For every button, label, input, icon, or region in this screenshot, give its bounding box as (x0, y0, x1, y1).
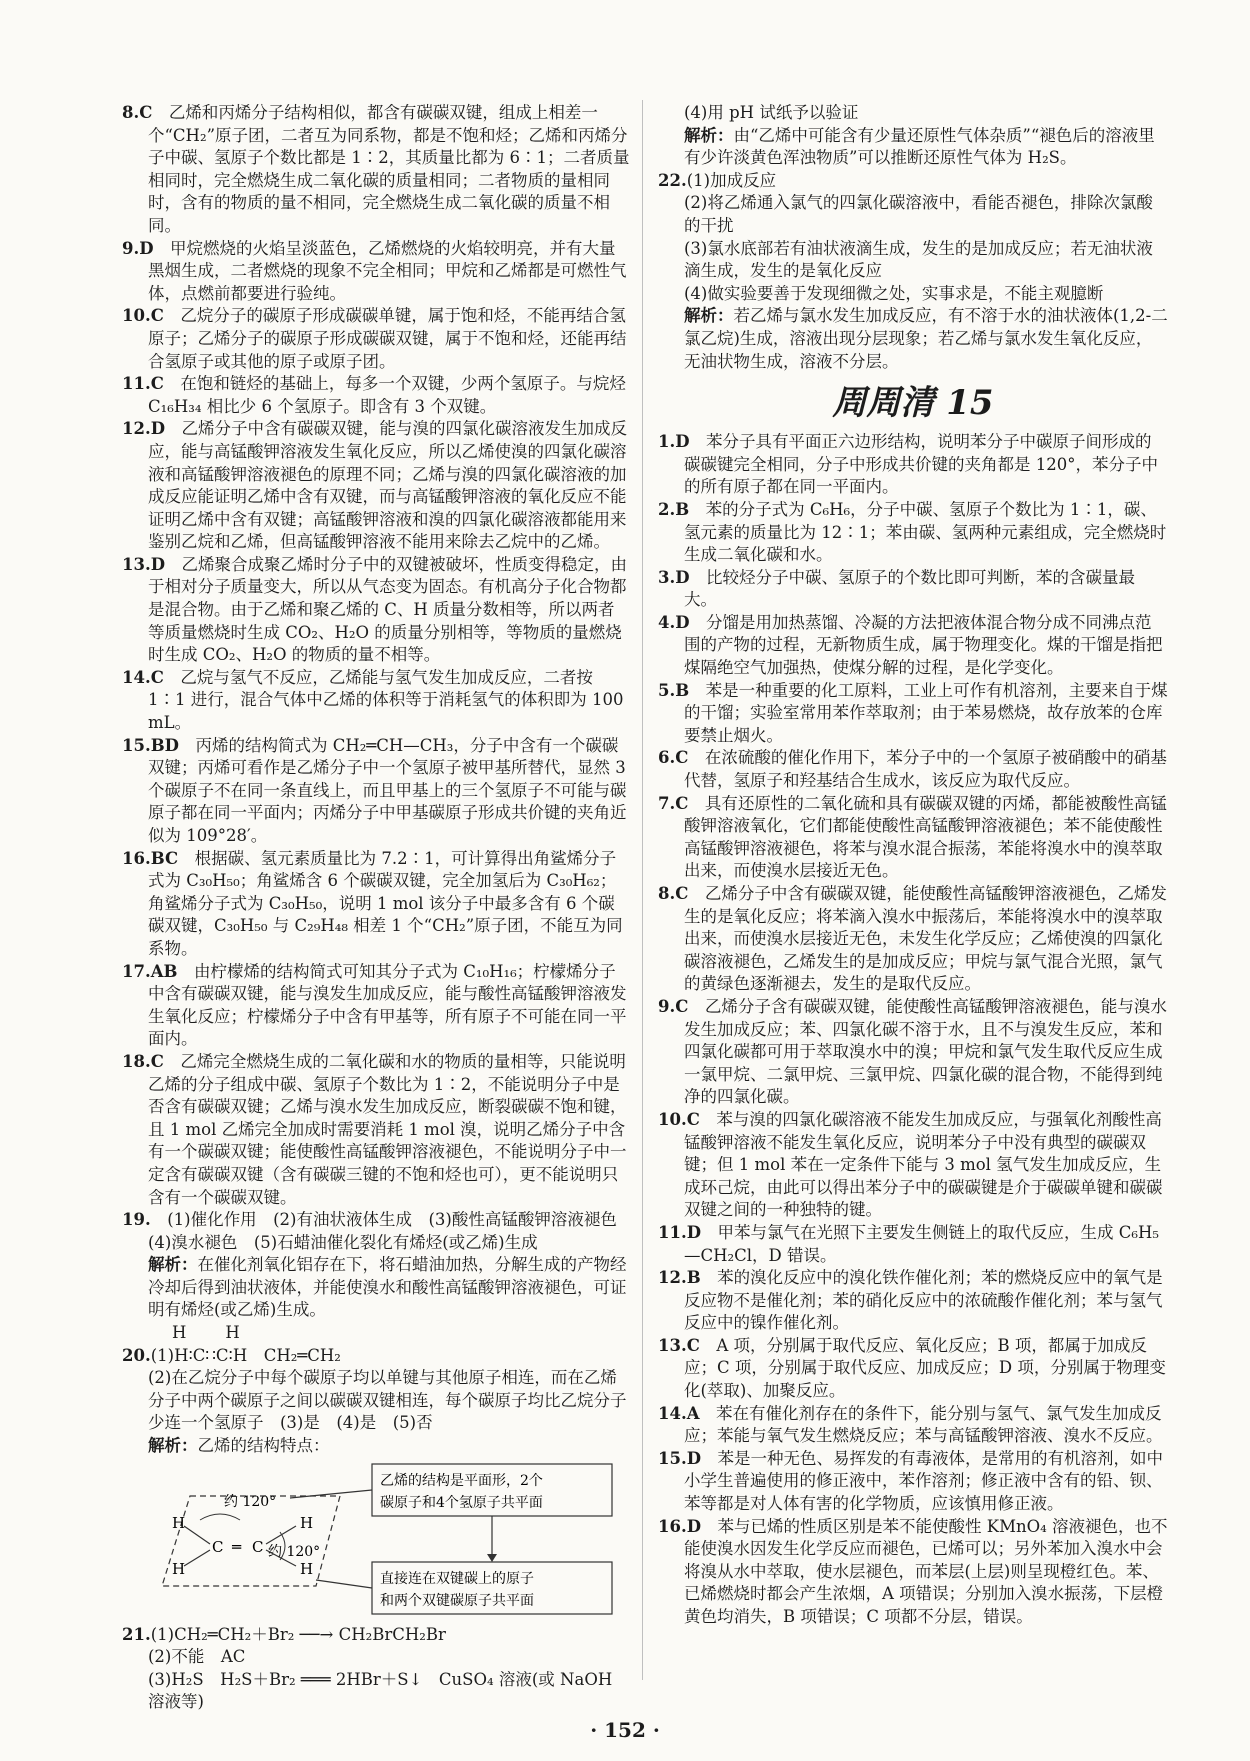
answer-item (122, 961, 630, 1051)
pointer-line (290, 1490, 372, 1498)
answer-text: 在浓硫酸的催化作用下，苯分子中的一个氢原子被硝酸中的硝基代替，氢原子和羟基结合生成水，该反应为取代反应。 (684, 748, 1167, 791)
analysis-label: 解析： (684, 306, 734, 326)
note-box-1-line1: 乙烯的结构是平面形，2个 (380, 1472, 543, 1489)
right-column (658, 102, 1168, 1629)
atom-c-2: C (252, 1537, 264, 1556)
answer-number: 15.BD (122, 735, 179, 755)
analysis-label: 解析： (148, 1436, 198, 1456)
answer-number: 19. (122, 1210, 151, 1230)
right-answer-list (658, 431, 1168, 1628)
answer-number: 11.C (122, 374, 164, 394)
answer-text: 苯与已烯的性质区别是苯不能使酸性 KMnO₄ 溶液褪色，也不能使溴水因发生化学反应而褪色，已烯可以；另外苯加入溴水中会将溴从水中萃取，使水层褪色，而苯层(上层)则呈现橙红色。苯、已烯燃烧时都会产生浓烟，A 项错误；分别加入溴水振荡，下层橙黄色均消失，B 项错误；C 项都不分层，错误。 (684, 1516, 1168, 1626)
left-column (122, 102, 634, 1714)
answer-item (122, 848, 630, 961)
arrow-head (487, 1554, 497, 1562)
answer-item (122, 373, 630, 418)
answer-item (658, 747, 1168, 792)
answer-number: 8.C (658, 884, 689, 903)
answer-text: A 项，分别属于取代反应、氧化反应；B 项，都属于加成反应；C 项，分别属于取代反应、加成反应；D 项，分别属于物理变化(萃取)、加聚反应。 (684, 1335, 1166, 1401)
answer-item (122, 238, 630, 306)
answer-text: 苯在有催化剂存在的条件下，能分别与氢气、氯气发生加成反应；苯能与氧气发生燃烧反应；苯与高锰酸钾溶液、溴水不反应。 (684, 1403, 1163, 1446)
answer-number: 9.C (658, 996, 689, 1016)
q19-analysis (122, 1254, 630, 1322)
answer-number: 15.D (658, 1448, 702, 1468)
angle-arc-top (200, 1514, 240, 1520)
answer-item (658, 793, 1168, 883)
note-box-2-line1: 直接连在双键碳上的原子 (380, 1570, 534, 1587)
answer-number: 10.C (122, 306, 164, 326)
answer-number: 21. (122, 1624, 151, 1644)
answer-item (658, 612, 1168, 680)
answer-item (658, 996, 1168, 1109)
answer-text: 苯与溴的四氯化碳溶液不能发生加成反应，与强氧化剂酸性高锰酸钾溶液不能发生氧化反应，说明苯分子中没有典型的碳碳双键；但 1 mol 苯在一定条件下能与 3 mol 氢气发生加成反应，生成环己烷，由此可以得出苯分子中的碳碳键是介于碳碳单键和碳碳双键之间的一种独特的键。 (684, 1109, 1163, 1220)
angle-label-right: 约 120° (268, 1543, 321, 1560)
q22-analysis (658, 305, 1168, 373)
answer-item (658, 1516, 1168, 1629)
q21-analysis (658, 125, 1168, 170)
answer-number: 20. (122, 1345, 151, 1365)
answer-item (658, 431, 1168, 499)
q21-line4: (4)用 pH 试纸予以验证 (684, 103, 859, 122)
answer-text: 乙烯分子中含有碳碳双键，能与溴的四氯化碳溶液发生加成反应，能与高锰酸钾溶液发生氧化反应，所以乙烯使溴的四氯化碳溶液和高锰酸钾溶液褪色的原理不同；乙烯与溴的四氯化碳溶液的加成反应能证明乙烯中含有双键，而与高锰酸钾溶液的氧化反应不能证明乙烯中含有双键；高锰酸钾溶液和溴的四氯化碳溶液都能用来鉴别乙烷和乙烯，但高锰酸钾溶液不能用来除去乙烷中的乙烯。 (148, 419, 628, 552)
answer-item (658, 1222, 1168, 1267)
ethylene-structure-diagram (140, 1462, 620, 1620)
atom-h-3: H (300, 1513, 314, 1532)
answer-number: 13.D (122, 554, 166, 574)
analysis-text: 若乙烯与氯水发生加成反应，有不溶于水的油状液体(1,2-二氯乙烷)生成，溶液出现分层现象；若乙烯与氯水发生氧化反应，无油状物生成，溶液不分层。 (684, 306, 1168, 371)
answer-number: 7.C (658, 793, 689, 813)
answer-item (658, 680, 1168, 748)
answer-number: 9.D (122, 238, 154, 258)
q20-analysis (122, 1435, 630, 1458)
answer-item (122, 1209, 634, 1254)
analysis-label: 解析： (148, 1255, 198, 1275)
answer-text: 甲烷燃烧的火焰呈淡蓝色，乙烯燃烧的火焰较明亮，并有大量黑烟生成，二者燃烧的现象不完全相同；甲烷和乙烯都是可燃性气体，点燃前都要进行验纯。 (148, 238, 627, 303)
atom-c-1: C (212, 1537, 224, 1556)
bond-line (184, 1526, 210, 1544)
answer-number: 6.C (658, 748, 689, 768)
answer-number: 16.BC (122, 848, 179, 868)
answer-item (658, 567, 1168, 612)
q21-line2: (2)不能 AC (148, 1647, 246, 1667)
answer-number: 12.B (658, 1268, 701, 1288)
pointer-line (316, 1580, 372, 1588)
answer-text: (1)催化作用 (2)有油状液体生成 (3)酸性高锰酸钾溶液褪色 (4)溴水褪色 (5)石蜡油催化裂化有烯烃(或乙烯)生成 (148, 1210, 634, 1252)
answer-number: 12.D (122, 419, 166, 439)
answer-text: (1)H∶C∷C∶H CH₂═CH₂ (150, 1345, 341, 1365)
q21-answer (122, 1624, 630, 1647)
answer-item (658, 1335, 1168, 1403)
answer-item (658, 1267, 1168, 1335)
answer-text: 乙烷与氢气不反应，乙烯能与氢气发生加成反应，二者按 1∶1 进行，混合气体中乙烯的体积等于消耗氢气的体积即为 100 mL。 (148, 667, 624, 733)
analysis-text: 在催化剂氧化铝存在下，将石蜡油加热，分解生成的产物经冷却后得到油状液体，并能使溴水和酸性高锰酸钾溶液褪色，可证明有烯烃(或乙烯)生成。 (148, 1255, 627, 1320)
bond-line (184, 1550, 210, 1566)
answer-number: 1.D (658, 432, 690, 452)
answer-text: 乙烯和丙烯分子结构相似，都含有碳碳双键，组成上相差一个“CH₂”原子团，二者互为同系物，都是不饱和烃；乙烯和丙烯分子中碳、氢原子个数比都是 1∶2，其质量比都为 6∶1；二者质量相同时，完全燃烧生成二氧化碳的质量相同；二者物质的量相同时，含有的物质的量不相同，完全燃烧生成二氧化碳的质量不相同。 (148, 103, 630, 235)
q22-line4: (4)做实验要善于发现细微之处，实事求是，不能主观臆断 (684, 283, 1104, 303)
answer-text: 乙烯聚合成聚乙烯时分子中的双键被破坏，性质变得稳定，由于相对分子质量变大，所以从气态变为固态。有机高分子化合物都是混合物。由于乙烯和聚乙烯的 C、H 质量分数相等，所以两者等质量燃烧时生成 CO₂、H₂O 的质量分别相等，等物质的量燃烧时生成 CO₂、H₂O 的物质的量不相等。 (148, 554, 628, 665)
note-box-2-line2: 和两个双键碳原子共平面 (380, 1592, 534, 1609)
analysis-text: 由“乙烯中可能含有少量还原性气体杂质”“褪色后的溶液里有少许淡黄色浑浊物质”可以推断还原性气体为 H₂S。 (684, 125, 1155, 168)
answer-text: 乙烯分子中含有碳碳双键，能使酸性高锰酸钾溶液褪色，乙烯发生的是氧化反应；将苯滴入溴水中振荡后，苯能将溴水中的溴萃取出来，而使溴水层接近无色，未发生化学反应；乙烯使溴的四氯化碳溶液褪色，乙烯发生的是加成反应；甲烷与氯气混合光照，氯气的黄绿色逐渐褪去，发生的是取代反应。 (684, 884, 1167, 994)
answer-number: 5.B (658, 680, 690, 700)
answer-text: 乙烯分子含有碳碳双键，能使酸性高锰酸钾溶液褪色，能与溴水发生加成反应；苯、四氯化碳不溶于水，且不与溴发生反应，苯和四氯化碳都可用于萃取溴水中的溴；甲烷和氯气发生取代反应生成一氯甲烷、二氯甲烷、三氯甲烷、四氯化碳的混合物，不能得到纯净的四氯化碳。 (684, 996, 1167, 1107)
answer-item (122, 102, 630, 238)
answer-text: 丙烯的结构简式为 CH₂═CH—CH₃，分子中含有一个碳碳双键；丙烯可看作是乙烯分子中一个氢原子被甲基所替代，显然 3 个碳原子不在同一条直线上，而且甲基上的三个氢原子不可能与碳原子都在同一平面内；丙烯分子中甲基碳原子形成共价键的夹角近似为 109°28′。 (148, 735, 627, 845)
left-answer-list (122, 102, 634, 1254)
answer-number: 2.B (658, 499, 690, 519)
answer-text: 在饱和链烃的基础上，每多一个双键，少两个氢原子。与烷烃 C₁₆H₃₄ 相比少 6 个氢原子。即含有 3 个双键。 (148, 374, 626, 416)
answer-item (122, 305, 630, 373)
answer-text: 由柠檬烯的结构简式可知其分子式为 C₁₀H₁₆；柠檬烯分子中含有碳碳双键，能与溴发生加成反应，能与酸性高锰酸钾溶液发生氧化反应；柠檬烯分子中含有甲基等，所有原子不可能在同一平面内。 (148, 961, 627, 1049)
answer-text: 乙烷分子的碳原子形成碳碳单键，属于饱和烃，不能再结合氢原子；乙烯分子的碳原子形成碳碳双键，属于不饱和烃，还能再结合氢原子或其他的原子或原子团。 (148, 306, 627, 371)
answer-text: 苯是一种无色、易挥发的有毒液体，是常用的有机溶剂，如中小学生普遍使用的修正液中，苯作溶剂；修正液中含有的铅、钡、苯等都是对人体有害的化学物质，应该慎用修正液。 (684, 1448, 1164, 1514)
answer-item (122, 667, 630, 735)
answer-text: 根据碳、氢元素质量比为 7.2∶1，可计算得出角鲨烯分子式为 C₃₀H₅₀；角鲨烯含 6 个碳碳双键，完全加氢后为 C₃₀H₆₂；角鲨烯分子式为 C₃₀H₅₀，说明 1 mol 该分子中最多含有 6 个碳碳双键，C₃₀H₅₀ 与 C₂₉H₄₈ 相差 1 个“CH₂”原子团，不能互为同系物。 (148, 848, 623, 958)
answer-number: 4.D (658, 612, 690, 632)
bond-line (266, 1526, 296, 1544)
q20-lewis-top: H H (172, 1323, 242, 1343)
answer-text: 苯的分子式为 C₆H₆，分子中碳、氢原子个数比为 1∶1，碳、氢元素的质量比为 12∶1；苯由碳、氢两种元素组成，完全燃烧时生成二氧化碳和水。 (684, 499, 1167, 565)
answer-number: 11.D (658, 1222, 702, 1242)
answer-number: 14.C (122, 667, 164, 687)
q20-line2: (2)在乙烷分子中每个碳原子均以单键与其他原子相连，而在乙烯分子中两个碳原子之间以碳碳双键相连，每个碳原子均比乙烷分子少连一个氢原子 (3)是 (4)是 (5)否 (148, 1368, 627, 1433)
atom-h-1: H (172, 1513, 186, 1532)
answer-number: 16.D (658, 1516, 702, 1536)
answer-number: 10.C (658, 1109, 700, 1129)
answer-item (122, 735, 630, 848)
answer-number: 22. (658, 170, 687, 190)
answer-number: 14.A (658, 1403, 700, 1423)
answer-text: 乙烯完全燃烧生成的二氧化碳和水的物质的量相等，只能说明乙烯的分子组成中碳、氢原子个数比为 1∶2，不能说明分子中是否含有碳碳双键；乙烯与溴水发生加成反应，断裂碳碳不饱和键，且 1 mol 乙烯完全加成时需要消耗 1 mol 溴，说明乙烯分子中含有一个碳碳双键；能使酸性高锰酸钾溶液褪色，不能说明分子中一定含有碳碳双键（含有碳碳三键的不饱和烃也可），更不能说明只含有一个碳碳双键。 (148, 1051, 627, 1207)
atom-h-4: H (300, 1559, 314, 1578)
analysis-text: 乙烯的结构特点： (197, 1436, 330, 1456)
answer-number: 17.AB (122, 961, 178, 981)
answer-item (122, 554, 630, 667)
answer-number: 3.D (658, 567, 690, 587)
column-divider (642, 100, 643, 1680)
q21-line3: (3)H₂S H₂S＋Br₂ ═══ 2HBr＋S↓ CuSO₄ 溶液(或 NaOH 溶液等) (148, 1669, 613, 1712)
double-bond: ═ (232, 1537, 242, 1556)
answer-number: 18.C (122, 1051, 164, 1071)
answer-number: 13.C (658, 1335, 700, 1355)
q20-answer (122, 1345, 630, 1368)
answer-text: 分馏是用加热蒸馏、冷凝的方法把液体混合物分成不同沸点范围的产物的过程，无新物质生成，属于物理变化。煤的干馏是指把煤隔绝空气加强热，使煤分解的过程，是化学变化。 (684, 612, 1163, 678)
answer-text: 比较烃分子中碳、氢原子的个数比即可判断，苯的含碳量最大。 (684, 567, 1136, 610)
page-number: · 152 · (590, 1718, 660, 1742)
answer-item (658, 499, 1168, 567)
analysis-label: 解析： (684, 125, 734, 145)
note-box-1-line2: 碳原子和4个氢原子共平面 (380, 1494, 543, 1511)
answer-text: (1)加成反应 (686, 170, 777, 190)
section-title: 周周清 15 (832, 383, 994, 424)
answer-text: 具有还原性的二氧化硫和具有碳碳双键的丙烯，都能被酸性高锰酸钾溶液氧化，它们都能使酸性高锰酸钾溶液褪色；苯不能使酸性高锰酸钾溶液褪色，将苯与溴水混合振荡，苯能将溴水中的溴萃取出来，而使溴水层接近无色。 (684, 793, 1167, 881)
answer-text: 甲苯与氯气在光照下主要发生侧链上的取代反应，生成 C₆H₅—CH₂Cl，D 错误。 (684, 1222, 1160, 1265)
answer-number: 8.C (122, 103, 153, 122)
q22-answer (658, 170, 1168, 193)
ethylene-diagram-svg (140, 1462, 620, 1620)
q22-line3: (3)氯水底部若有油状液滴生成，发生的是加成反应；若无油状液滴生成，发生的是氧化反应 (684, 238, 1153, 281)
angle-label-top: 约 120° (224, 1493, 277, 1510)
q22-line2: (2)将乙烯通入氯气的四氯化碳溶液中，看能否褪色，排除次氯酸的干扰 (684, 193, 1153, 235)
answer-text: 苯分子具有平面正六边形结构，说明苯分子中碳原子间形成的碳碳键完全相同，分子中形成共价键的夹角都是 120°，苯分子中的所有原子都在同一平面内。 (684, 432, 1158, 497)
answer-text: 苯是一种重要的化工原料，工业上可作有机溶剂，主要来自于煤的干馏；实验室常用苯作萃取剂；由于苯易燃烧，故存放苯的仓库要禁止烟火。 (684, 680, 1168, 745)
answer-item (122, 418, 630, 554)
atom-h-2: H (172, 1559, 186, 1578)
answer-item (658, 883, 1168, 996)
answer-item (658, 1109, 1168, 1222)
answer-item (658, 1403, 1168, 1448)
answer-item (658, 1448, 1168, 1516)
answer-text: (1)CH₂═CH₂＋Br₂ ──→ CH₂BrCH₂Br (150, 1624, 446, 1644)
answer-text: 苯的溴化反应中的溴化铁作催化剂；苯的燃烧反应中的氧气是反应物不是催化剂；苯的硝化反应中的浓硫酸作催化剂；苯与氢气反应中的镍作催化剂。 (684, 1268, 1163, 1333)
answer-item (122, 1051, 630, 1209)
